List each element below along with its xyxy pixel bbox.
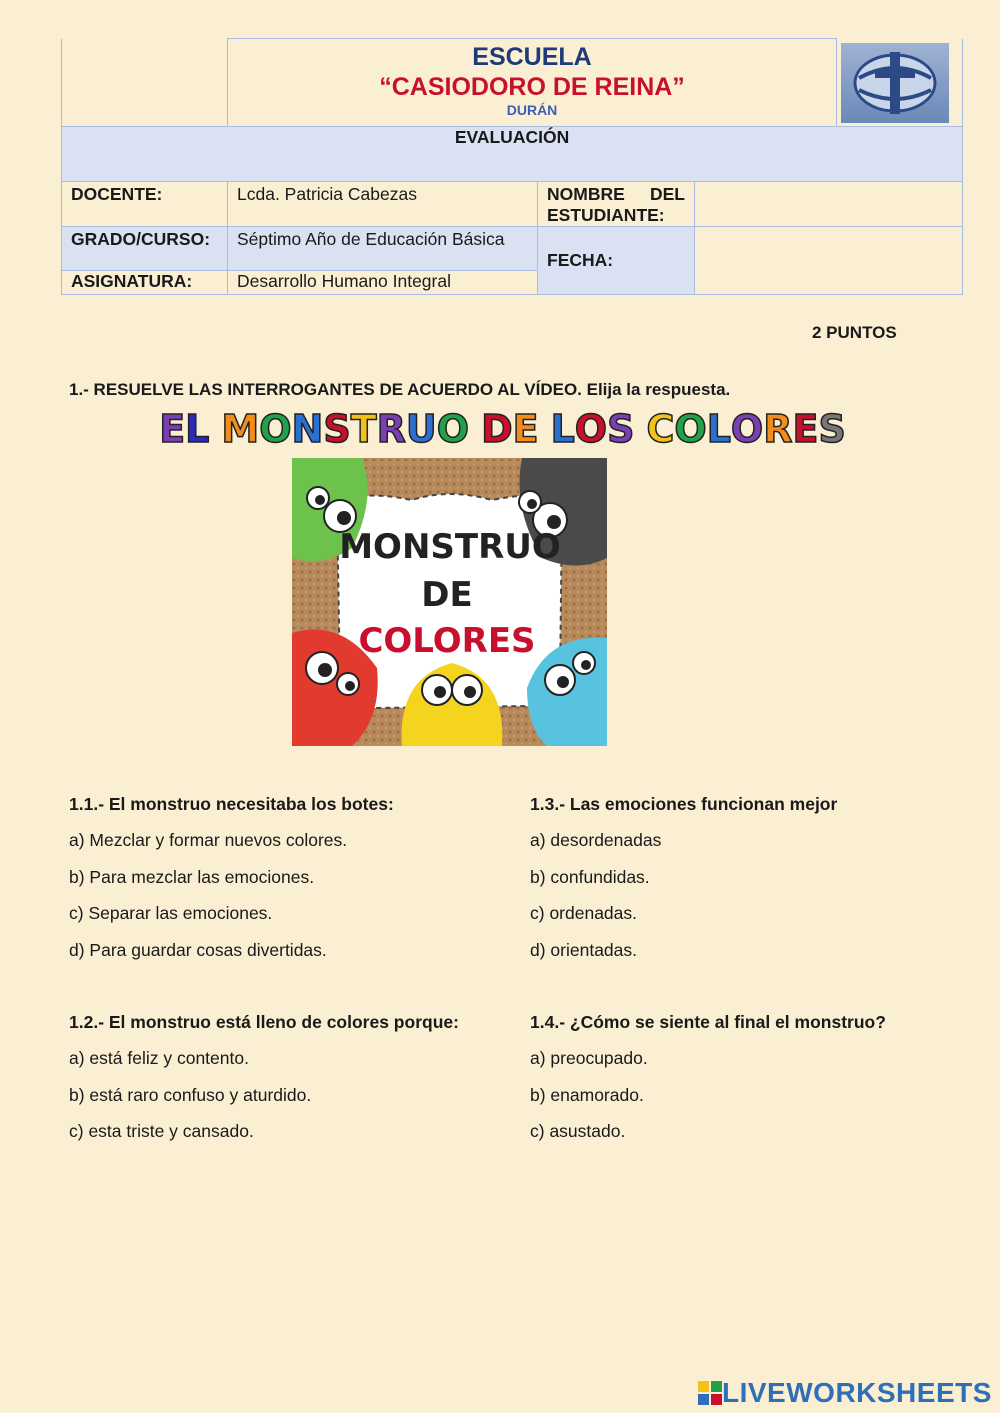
answer-option[interactable]: c) esta triste y cansado. bbox=[69, 1121, 254, 1141]
question-title: 1.1.- El monstruo necesitaba los botes: bbox=[69, 794, 394, 814]
liveworksheets-logo-icon bbox=[698, 1381, 722, 1405]
title-letter: E bbox=[159, 407, 186, 451]
nombre-label: NOMBRE DEL ESTUDIANTE: bbox=[538, 182, 695, 227]
answer-option[interactable]: b) confundidas. bbox=[530, 866, 650, 887]
pic-line2: DE bbox=[421, 575, 473, 615]
question-title: 1.3.- Las emociones funcionan mejor bbox=[530, 794, 838, 814]
title-letter: O bbox=[574, 407, 608, 451]
title-letter bbox=[469, 407, 481, 451]
title-letter: C bbox=[646, 407, 675, 451]
answer-option[interactable]: a) está feliz y contento. bbox=[69, 1048, 249, 1068]
instruction-text: 1.- RESUELVE LAS INTERROGANTES DE ACUERDO AL VÍDEO. Elija la respuesta. bbox=[69, 380, 731, 399]
docente-label: DOCENTE: bbox=[62, 182, 228, 227]
title-letter: T bbox=[350, 407, 377, 451]
school-line3: DURÁN bbox=[506, 102, 558, 118]
title-letter: S bbox=[323, 407, 351, 451]
pic-line1: MONSTRUO bbox=[339, 527, 561, 567]
title-letter: D bbox=[481, 407, 513, 451]
title-letter: E bbox=[792, 407, 819, 451]
title-letter: R bbox=[376, 407, 406, 451]
title-letter: L bbox=[550, 407, 575, 451]
points-label: 2 PUNTOS bbox=[812, 323, 897, 342]
answer-option[interactable]: d) Para guardar cosas divertidas. bbox=[69, 939, 327, 960]
question-1-3 bbox=[530, 794, 970, 976]
answer-option[interactable]: a) desordenadas bbox=[530, 830, 662, 850]
answer-option[interactable]: a) preocupado. bbox=[530, 1048, 648, 1068]
title-letter: S bbox=[818, 407, 846, 451]
title-letter: O bbox=[730, 407, 764, 451]
answer-option[interactable]: d) orientadas. bbox=[530, 939, 638, 960]
header-table bbox=[61, 38, 962, 294]
title-letter: L bbox=[185, 407, 210, 451]
grado-value: Séptimo Año de Educación Básica bbox=[228, 227, 538, 271]
docente-value: Lcda. Patricia Cabezas bbox=[228, 182, 538, 227]
answer-option[interactable]: c) ordenadas. bbox=[530, 903, 638, 923]
logo-cell bbox=[837, 39, 963, 127]
title-letter: S bbox=[607, 407, 635, 451]
watermark-text: LIVEWORKSHEETS bbox=[722, 1377, 992, 1408]
title-letter bbox=[209, 407, 221, 451]
answer-option[interactable]: b) Para mezclar las emociones. bbox=[69, 866, 315, 887]
pic-line3: COLORES bbox=[358, 621, 536, 661]
monster-illustration bbox=[292, 458, 607, 746]
answer-option[interactable]: c) Separar las emociones. bbox=[69, 903, 273, 923]
school-name-block bbox=[228, 39, 837, 127]
title-letter: E bbox=[512, 407, 539, 451]
globe-cross-icon bbox=[845, 48, 945, 118]
worksheet-title-art bbox=[159, 404, 846, 454]
title-letter: L bbox=[706, 407, 731, 451]
school-line2: “CASIODORO DE REINA” bbox=[379, 73, 685, 101]
school-logo bbox=[841, 43, 949, 123]
evaluation-title: EVALUACIÓN bbox=[62, 127, 963, 182]
fecha-field[interactable] bbox=[695, 227, 963, 295]
title-letter: O bbox=[436, 407, 470, 451]
question-1-2 bbox=[69, 1012, 509, 1158]
question-1-4 bbox=[530, 1012, 970, 1158]
title-letter: N bbox=[291, 407, 324, 451]
answer-option[interactable]: a) Mezclar y formar nuevos colores. bbox=[69, 830, 348, 850]
question-title: 1.2.- El monstruo está lleno de colores porque: bbox=[69, 1012, 459, 1032]
answer-option[interactable]: b) está raro confuso y aturdido. bbox=[69, 1084, 312, 1105]
title-letter: M bbox=[221, 407, 260, 451]
answer-option[interactable]: c) asustado. bbox=[530, 1121, 626, 1141]
title-letter: R bbox=[763, 407, 793, 451]
answer-option[interactable]: b) enamorado. bbox=[530, 1084, 644, 1105]
question-title: 1.4.- ¿Cómo se siente al final el monstruo? bbox=[530, 1012, 886, 1032]
title-letter bbox=[634, 407, 646, 451]
title-letter: U bbox=[405, 407, 437, 451]
asignatura-value: Desarrollo Humano Integral bbox=[228, 271, 538, 295]
title-letter bbox=[539, 407, 551, 451]
title-letter: O bbox=[259, 407, 292, 451]
header-blank-cell bbox=[62, 39, 228, 127]
title-letter: O bbox=[674, 407, 707, 451]
school-line1: ESCUELA bbox=[472, 43, 592, 71]
asignatura-label: ASIGNATURA: bbox=[62, 271, 228, 295]
grado-label: GRADO/CURSO: bbox=[62, 227, 228, 271]
nombre-field[interactable] bbox=[695, 182, 963, 227]
question-1-1 bbox=[69, 794, 509, 976]
fecha-label: FECHA: bbox=[538, 227, 695, 295]
liveworksheets-watermark bbox=[698, 1377, 992, 1409]
